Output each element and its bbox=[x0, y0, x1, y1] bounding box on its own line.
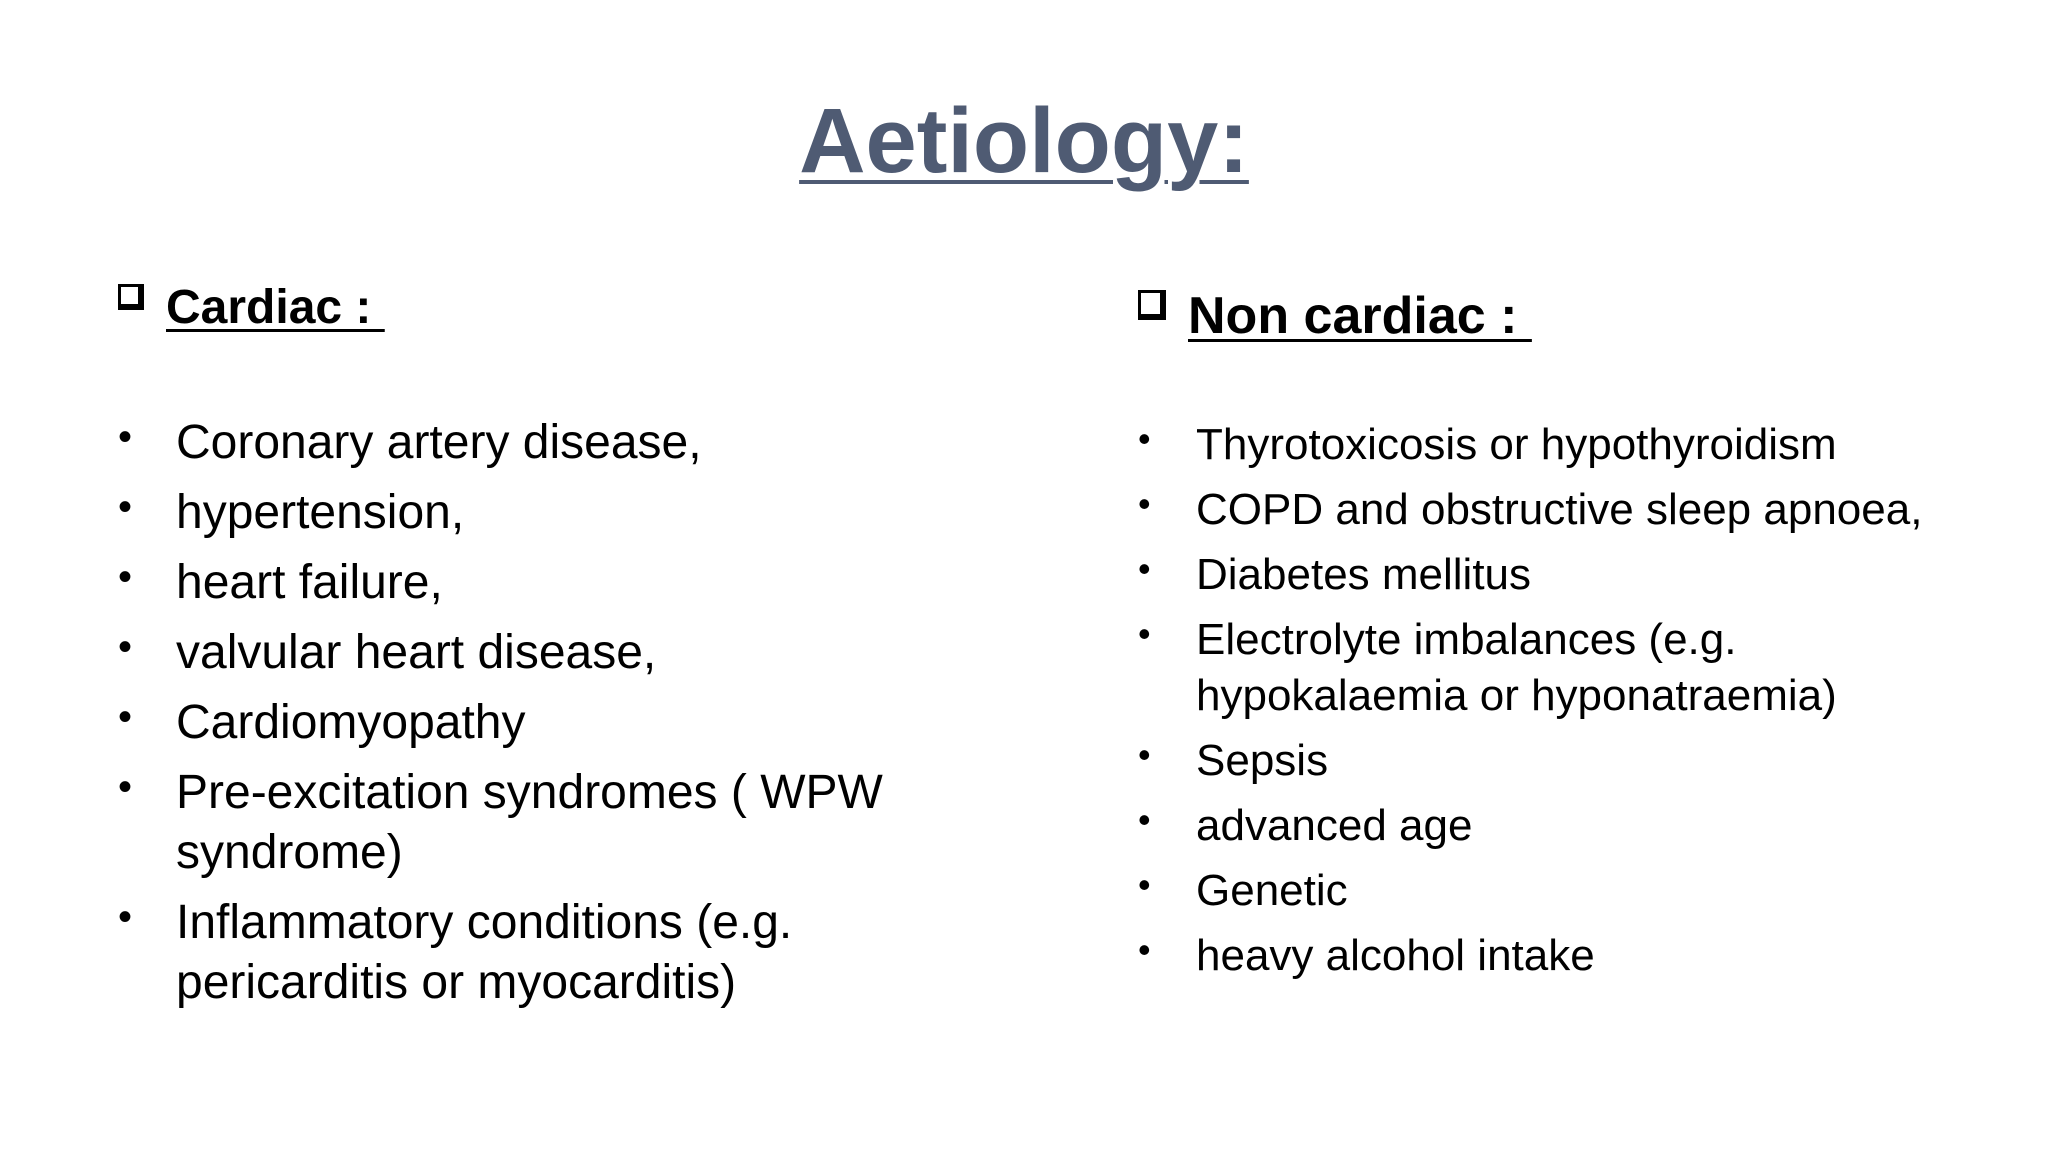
cardiac-heading bbox=[118, 282, 1018, 335]
bullet-icon: • bbox=[118, 554, 133, 599]
list-item: • Sepsis bbox=[1138, 733, 2038, 789]
bullet-icon: • bbox=[1138, 734, 1151, 776]
cardiac-list bbox=[118, 413, 1018, 1013]
bullet-icon: • bbox=[118, 484, 133, 529]
bullet-icon: • bbox=[1138, 799, 1151, 841]
checkbox-icon bbox=[1138, 290, 1166, 320]
bullet-icon: • bbox=[1138, 418, 1151, 460]
list-item: • Genetic bbox=[1138, 863, 2038, 919]
list-item: • Coronary artery disease, bbox=[118, 413, 1018, 473]
cardiac-column bbox=[118, 282, 1018, 1023]
bullet-icon: • bbox=[1138, 483, 1151, 525]
bullet-icon: • bbox=[1138, 613, 1151, 655]
cardiac-heading-label: Cardiac : bbox=[166, 281, 385, 334]
slide-title bbox=[0, 90, 2048, 192]
list-item: • Cardiomyopathy bbox=[118, 693, 1018, 753]
list-item: • valvular heart disease, bbox=[118, 623, 1018, 683]
non-cardiac-heading bbox=[1138, 288, 2038, 345]
list-item: • Pre-excitation syndromes ( WPW syndrome) bbox=[118, 763, 976, 883]
bullet-icon: • bbox=[1138, 929, 1151, 971]
list-item: • advanced age bbox=[1138, 798, 2038, 854]
bullet-icon: • bbox=[118, 764, 133, 809]
page-title: Aetiology: bbox=[799, 90, 1249, 192]
bullet-icon: • bbox=[118, 414, 133, 459]
list-item: • Diabetes mellitus bbox=[1138, 547, 2038, 603]
non-cardiac-heading-label: Non cardiac : bbox=[1188, 287, 1532, 345]
list-item: • Thyrotoxicosis or hypothyroidism bbox=[1138, 417, 2038, 473]
bullet-icon: • bbox=[118, 694, 133, 739]
list-item: • hypertension, bbox=[118, 483, 1018, 543]
bullet-icon: • bbox=[118, 894, 133, 939]
non-cardiac-column bbox=[1138, 288, 2038, 993]
non-cardiac-list bbox=[1138, 417, 2038, 984]
list-item: • Electrolyte imbalances (e.g. hypokalaemia or hyponatraemia) bbox=[1138, 612, 1916, 724]
list-item: • Inflammatory conditions (e.g. pericarditis or myocarditis) bbox=[118, 893, 976, 1013]
list-item: • heart failure, bbox=[118, 553, 1018, 613]
checkbox-icon bbox=[118, 284, 144, 310]
list-item: • COPD and obstructive sleep apnoea, bbox=[1138, 482, 2038, 538]
bullet-icon: • bbox=[1138, 548, 1151, 590]
bullet-icon: • bbox=[1138, 864, 1151, 906]
bullet-icon: • bbox=[118, 624, 133, 669]
list-item: • heavy alcohol intake bbox=[1138, 928, 2038, 984]
